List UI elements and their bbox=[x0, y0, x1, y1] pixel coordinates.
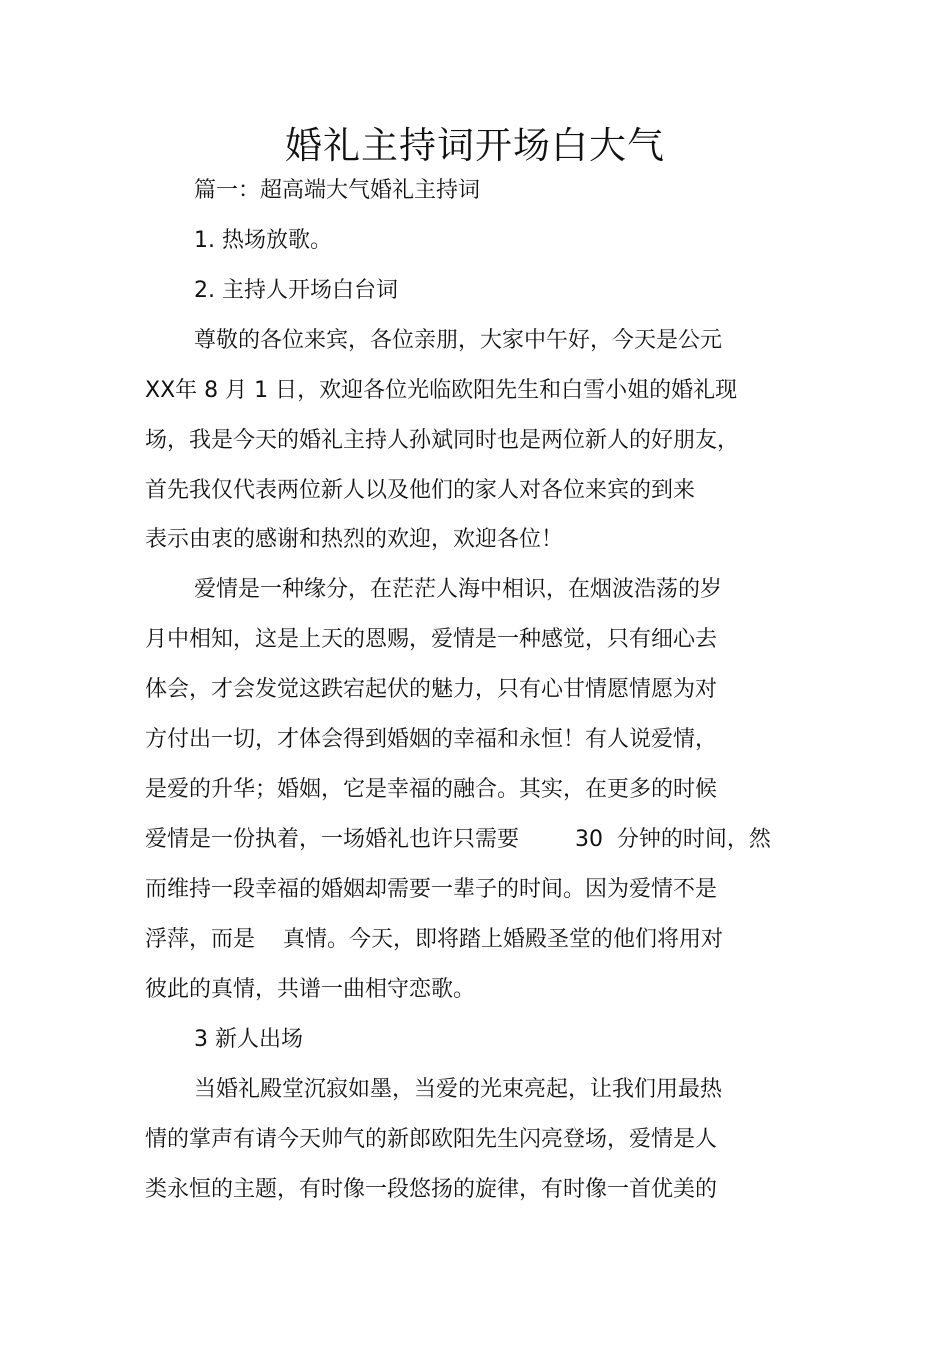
paragraph-line: 尊敬的各位来宾，各位亲朋，大家中午好，今天是公元 bbox=[194, 328, 723, 353]
list-item: 3 新人出场 bbox=[194, 1027, 303, 1052]
paragraph-line: 首先我仅代表两位新人以及他们的家人对各位来宾的到来 bbox=[145, 478, 696, 503]
paragraph-line: 是爱的升华；婚姻，它是幸福的融合。其实，在更多的时候 bbox=[145, 777, 718, 802]
paragraph-line: 方付出一切，才体会得到婚姻的幸福和永恒！有人说爱情， bbox=[145, 727, 718, 752]
paragraph-line: 爱情是一份执着，一场婚礼也许只需要 30 分钟的时间，然 bbox=[145, 827, 771, 852]
document-title: 婚礼主持词开场白大气 bbox=[285, 124, 665, 167]
paragraph-line: 情的掌声有请今天帅气的新郎欧阳先生闪亮登场，爱情是人 bbox=[145, 1127, 718, 1152]
paragraph-line: 场，我是今天的婚礼主持人孙斌同时也是两位新人的好朋友， bbox=[145, 428, 740, 453]
paragraph-line: 体会，才会发觉这跌宕起伏的魅力，只有心甘情愿情愿为对 bbox=[145, 677, 718, 702]
paragraph-line: 类永恒的主题，有时像一段悠扬的旋律，有时像一首优美的 bbox=[145, 1177, 718, 1202]
paragraph-line: XX年 8 月 1 日，欢迎各位光临欧阳先生和白雪小姐的婚礼现 bbox=[145, 378, 738, 403]
paragraph-line: 爱情是一种缘分，在茫茫人海中相识，在烟波浩荡的岁 bbox=[194, 577, 723, 602]
list-item: 1. 热场放歌。 bbox=[194, 228, 332, 253]
paragraph-line: 表示由衷的感谢和热烈的欢迎，欢迎各位！ bbox=[145, 527, 564, 552]
paragraph-line: 彼此的真情，共谱一曲相守恋歌。 bbox=[145, 977, 476, 1002]
paragraph-line: 当婚礼殿堂沉寂如墨，当爱的光束亮起，让我们用最热 bbox=[194, 1077, 723, 1102]
list-item: 2. 主持人开场白台词 bbox=[194, 278, 398, 303]
paragraph-line: 而维持一段幸福的婚姻却需要一辈子的时间。因为爱情不是 bbox=[145, 877, 718, 902]
paragraph-line: 浮萍，而是 真情。今天，即将踏上婚殿圣堂的他们将用对 bbox=[145, 927, 723, 952]
section-heading: 篇一：超高端大气婚礼主持词 bbox=[194, 178, 481, 203]
paragraph-line: 月中相知，这是上天的恩赐，爱情是一种感觉，只有细心去 bbox=[145, 627, 718, 652]
